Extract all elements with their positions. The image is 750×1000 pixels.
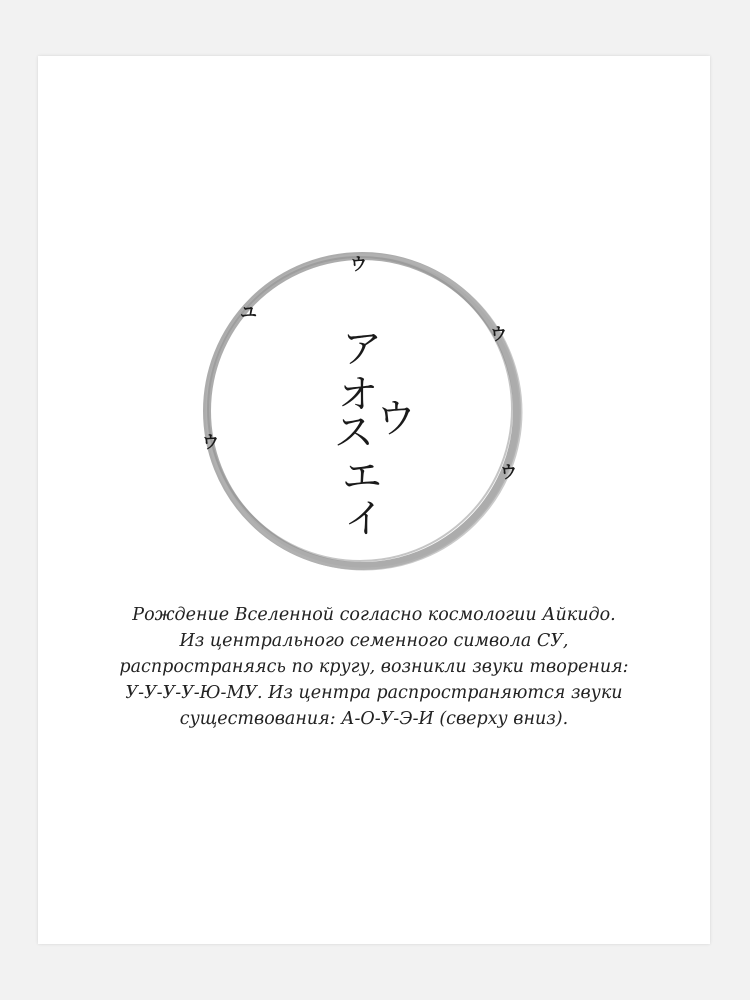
cosmology-figure bbox=[38, 56, 710, 616]
ring-kana-top: ウ bbox=[350, 255, 367, 275]
center-kana-e: エ bbox=[342, 454, 382, 500]
caption-line: Рождение Вселенной согласно космологии Айкидо. bbox=[132, 605, 616, 625]
ring-kana-left-upper: ユ bbox=[240, 303, 257, 323]
center-kana-su: ス bbox=[334, 410, 374, 456]
caption-line: существования: А-О-У-Э-И (сверху вниз). bbox=[179, 709, 569, 729]
center-kana-o: オ bbox=[338, 372, 378, 418]
ring-kana-right-upper: ウ bbox=[490, 325, 507, 345]
caption-line: У-У-У-У-Ю-МУ. Из центра распространяются звуки bbox=[125, 683, 623, 703]
center-kana-u: ウ bbox=[376, 396, 416, 442]
figure-caption bbox=[78, 602, 670, 732]
ring-kana-left: ウ bbox=[202, 433, 219, 453]
figure-canvas bbox=[38, 56, 710, 616]
caption-line: распространяясь по кругу, возникли звуки творения: bbox=[119, 657, 629, 677]
center-kana-a: ア bbox=[342, 326, 382, 372]
center-kana-i: イ bbox=[344, 496, 384, 542]
book-page bbox=[38, 56, 710, 944]
ring-kana-right-lower: ウ bbox=[500, 463, 517, 483]
caption-line: Из центрального семенного символа СУ, bbox=[179, 631, 569, 651]
